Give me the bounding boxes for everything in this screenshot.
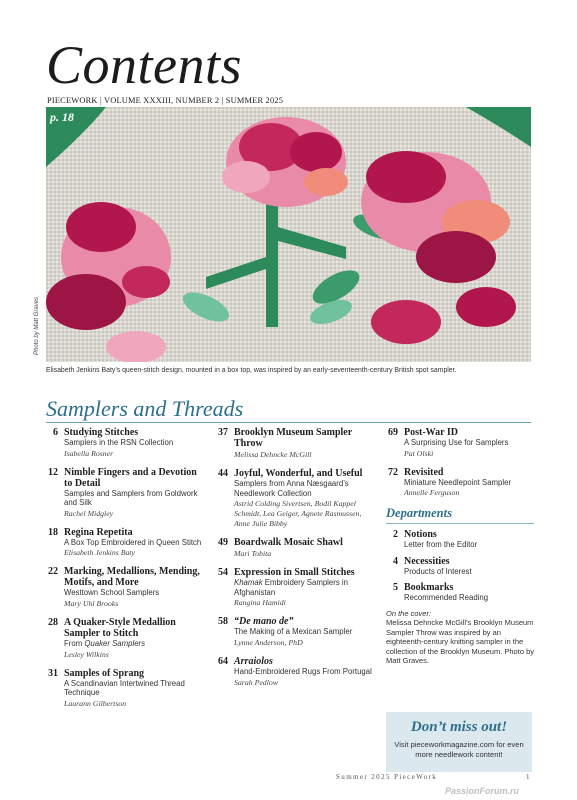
page-title: Contents	[46, 35, 243, 95]
article-author: Lynne Anderson, PhD	[234, 637, 303, 647]
page-number: 49	[218, 537, 228, 549]
toc-column-2	[216, 427, 376, 696]
article-title: Post-War ID	[404, 427, 458, 438]
section-divider	[46, 422, 531, 423]
toc-entry[interactable]	[216, 468, 376, 529]
photo-caption: Elisabeth Jenkins Baty’s queen-stitch design, mounted in a box top, was inspired by an early-seventeenth-century British spot sampler.	[46, 367, 457, 374]
article-description: Miniature Needlepoint Sampler	[404, 477, 512, 487]
technique-name: Khamak	[234, 578, 263, 588]
article-description	[64, 639, 206, 649]
article-description: Samples and Samplers from Goldwork and Silk	[64, 488, 198, 508]
article-description: A Surprising Use for Samplers	[404, 438, 509, 447]
toc-column-1	[46, 427, 206, 717]
toc-entry[interactable]	[216, 616, 376, 648]
article-title: Brooklyn Museum Sampler Throw	[234, 427, 352, 449]
page-number: 5	[393, 582, 398, 594]
page-number: 31	[48, 667, 58, 679]
article-title: Marking, Medallions, Mending, Motifs, and More	[64, 566, 200, 589]
running-footer: Summer 2025 PieceWork	[336, 773, 438, 781]
page-number: 18	[48, 526, 58, 538]
article-title: Regina Repetita	[64, 526, 133, 538]
article-description: Westtown School Samplers	[64, 588, 160, 598]
article-author: Laurann Gilbertson	[64, 698, 127, 708]
article-author: Elisabeth Jenkins Baty	[64, 548, 136, 558]
article-title: “De mano de”	[234, 616, 294, 628]
article-author: Pat Olski	[404, 448, 434, 458]
article-author: Rachel Midgley	[64, 508, 114, 518]
article-title: Arraiolos	[234, 655, 273, 667]
page-number: 58	[218, 616, 228, 628]
department-description: Products of Interest	[404, 566, 472, 576]
toc-entry[interactable]	[46, 617, 206, 660]
article-author: Melissa Dehncke McGill	[234, 450, 312, 459]
article-description: Samplers from Anna Næsgaard’s Needlework Collection	[234, 479, 349, 498]
toc-entry[interactable]	[46, 668, 206, 709]
article-title: Joyful, Wonderful, and Useful	[234, 468, 363, 479]
toc-entry[interactable]	[46, 467, 206, 519]
department-entry[interactable]	[386, 582, 534, 603]
toc-entry[interactable]	[216, 537, 376, 559]
department-title: Notions	[404, 529, 437, 541]
page-number: 2	[393, 529, 398, 541]
section-title: Samplers and Threads	[46, 396, 244, 421]
page-number: 4	[393, 555, 398, 567]
toc-entry[interactable]	[216, 656, 376, 688]
departments-heading: Departments	[386, 506, 534, 524]
promo-box[interactable]	[386, 712, 532, 772]
article-title: Nimble Fingers and a Devotion to Detail	[64, 466, 197, 489]
issue-line: PIECEWORK | VOLUME XXXIII, NUMBER 2 | SUMMER 2025	[47, 96, 284, 105]
article-author: Sarah Pedlow	[234, 677, 278, 687]
article-author: Rangina Hamidi	[234, 598, 286, 608]
description-prefix: From	[64, 638, 85, 648]
toc-entry[interactable]	[46, 527, 206, 559]
book-title: Quaker Samplers	[84, 638, 146, 648]
page-folio: 1	[526, 773, 530, 781]
promo-heading: Don’t miss out!	[410, 719, 508, 735]
department-title: Necessities	[404, 555, 450, 567]
page-number: 28	[48, 616, 58, 628]
toc-entry[interactable]	[46, 427, 206, 459]
department-entry[interactable]	[386, 556, 534, 577]
department-title: Bookmarks	[404, 582, 454, 594]
page-number: 54	[218, 567, 228, 579]
page-reference: p. 18	[50, 110, 74, 124]
article-author: Astrid Colding Sivertsen, Bodil Kappel Schmidt, Lea Geiger, Agnete Rasmussen, Anne Julie Bibby	[234, 499, 362, 529]
article-description: Hand-Embroidered Rugs From Portugal	[234, 666, 372, 676]
article-title: A Quaker-Style Medallion Sampler to Stitch	[64, 616, 176, 639]
watermark: PassionForum.ru	[445, 786, 520, 796]
department-entry[interactable]	[386, 529, 534, 550]
embroidery-illustration	[46, 107, 531, 362]
page-number: 44	[218, 468, 228, 479]
page-number: 72	[388, 466, 398, 478]
cover-note-text: Melissa Dehncke McGill’s Brooklyn Museum Sampler Throw was inspired by an eighteenth-century knitting sampler in the collection of the Brooklyn Museum. Photo by Matt Graves.	[386, 618, 534, 665]
toc-entry[interactable]	[216, 567, 376, 608]
page-number: 69	[388, 427, 398, 438]
article-author: Mari Tobita	[234, 549, 272, 559]
department-description: Recommended Reading	[404, 593, 489, 603]
toc-column-3	[386, 427, 534, 665]
article-author: Lesley Wilkins	[64, 649, 109, 659]
toc-entry[interactable]	[46, 566, 206, 609]
article-title: Boardwalk Mosaic Shawl	[234, 537, 343, 549]
page-number: 12	[48, 466, 58, 478]
description-suffix: Embroidery Samplers in Afghanistan	[234, 578, 348, 597]
article-title: Samples of Sprang	[64, 667, 145, 679]
article-title: Studying Stitches	[64, 427, 139, 438]
article-description: Samplers in the RSN Collection	[64, 438, 174, 447]
article-author: Annelle Ferguson	[404, 488, 460, 498]
cover-photo	[46, 107, 531, 362]
article-title: Expression in Small Stitches	[234, 567, 355, 579]
article-author: Isabella Rosner	[64, 448, 114, 458]
article-description: A Scandinavian Intertwined Thread Technique	[64, 678, 185, 698]
page-number: 6	[53, 427, 58, 438]
toc-entry[interactable]	[216, 427, 376, 460]
promo-text: Visit pieceworkmagazine.com for even more needlework content!	[394, 740, 524, 759]
department-description: Letter from the Editor	[404, 540, 478, 550]
photo-credit: Photo by Matt Graves	[34, 296, 40, 355]
page-number: 22	[48, 566, 58, 578]
article-description	[234, 578, 376, 597]
toc-entry[interactable]	[386, 427, 534, 459]
article-description: A Box Top Embroidered in Queen Stitch	[64, 537, 202, 547]
toc-entry[interactable]	[386, 467, 534, 499]
article-title: Revisited	[404, 466, 444, 478]
page-number: 37	[218, 427, 228, 438]
article-author: Mary Uhl Brooks	[64, 598, 119, 608]
page-number: 64	[218, 655, 228, 667]
article-description: The Making of a Mexican Sampler	[234, 627, 353, 637]
cover-note-label: On the cover:	[386, 608, 432, 618]
